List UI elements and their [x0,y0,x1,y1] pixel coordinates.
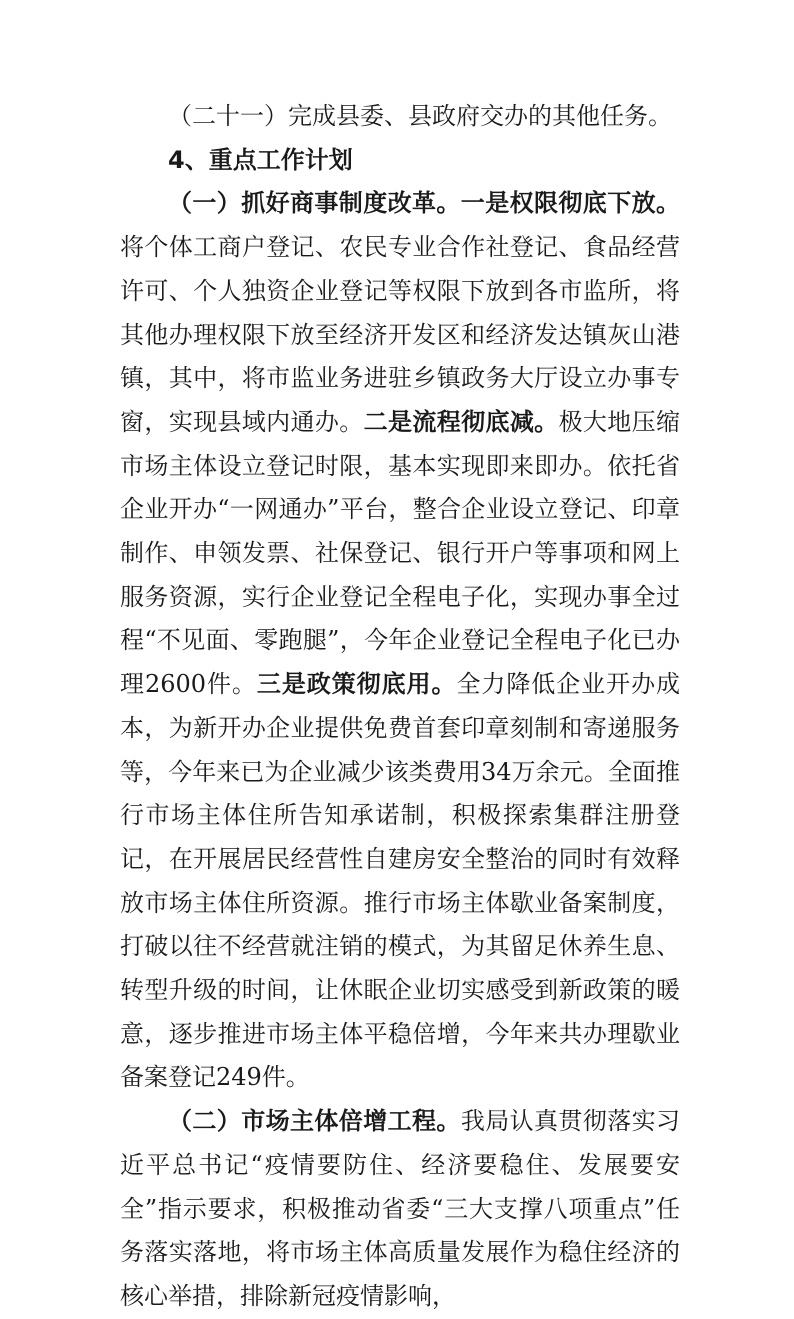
bold-lead: 三是政策彻底用。 [256,670,457,699]
bold-lead: （一）抓好商事制度改革。一是权限彻底下放。 [168,189,680,218]
section-heading [120,139,680,183]
heading-text: 4、重点工作计划 [168,145,353,174]
paragraph-other-tasks [120,95,680,139]
text-span: 将个体工商户登记、农民专业合作社登记、食品经营许可、个人独资企业登记等权限下放到各市监所，将其他办理权限下放至经济开发区和经济发达镇灰山港镇，其中，将市监业务进驻乡镇政务大厅设立办事专窗，实现县域内通办。 [120,233,680,436]
document-page [120,95,680,1319]
text-span: 极大地压缩市场主体设立登记时限，基本实现即来即办。依托省企业开办“一网通办”平台，整合企业设立登记、印章制作、申领发票、社保登记、银行开户等事项和网上服务资源，实行企业登记全程电子化，实现办事全过程“不见面、零跑腿”，今年企业登记全程电子化已办理2600件。 [120,407,681,699]
text-span: （二十一）完成县委、县政府交办的其他任务。 [168,102,672,130]
bold-lead: 二是流程彻底减。 [363,407,559,436]
text-span: 全力降低企业开办成本，为新开办企业提供免费首套印章刻制和寄递服务等，今年来已为企业减少该类费用34万余元。全面推行市场主体住所告知承诺制，积极探索集群注册登记，在开展居民经营性自建房安全整治的同时有效释放市场主体住所资源。推行市场主体歇业备案制度，打破以往不经营就注销的模式，为其留足休养生息、转型升级的时间，让休眠企业切实感受到新政策的暖意，逐步推进市场主体平稳倍增，今年来共办理歇业备案登记249件。 [120,670,681,1092]
bold-lead: （二）市场主体倍增工程。 [168,1107,461,1136]
paragraph-market-growth [120,1100,680,1319]
text-span: 我局认真贯彻落实习近平总书记“疫情要防住、经济要稳住、发展要安全”指示要求，积极推动省委“三大支撑八项重点”任务落实落地，将市场主体高质量发展作为稳住经济的核心举措，排除新冠疫情影响， [120,1107,681,1310]
paragraph-business-reform [120,182,680,1100]
